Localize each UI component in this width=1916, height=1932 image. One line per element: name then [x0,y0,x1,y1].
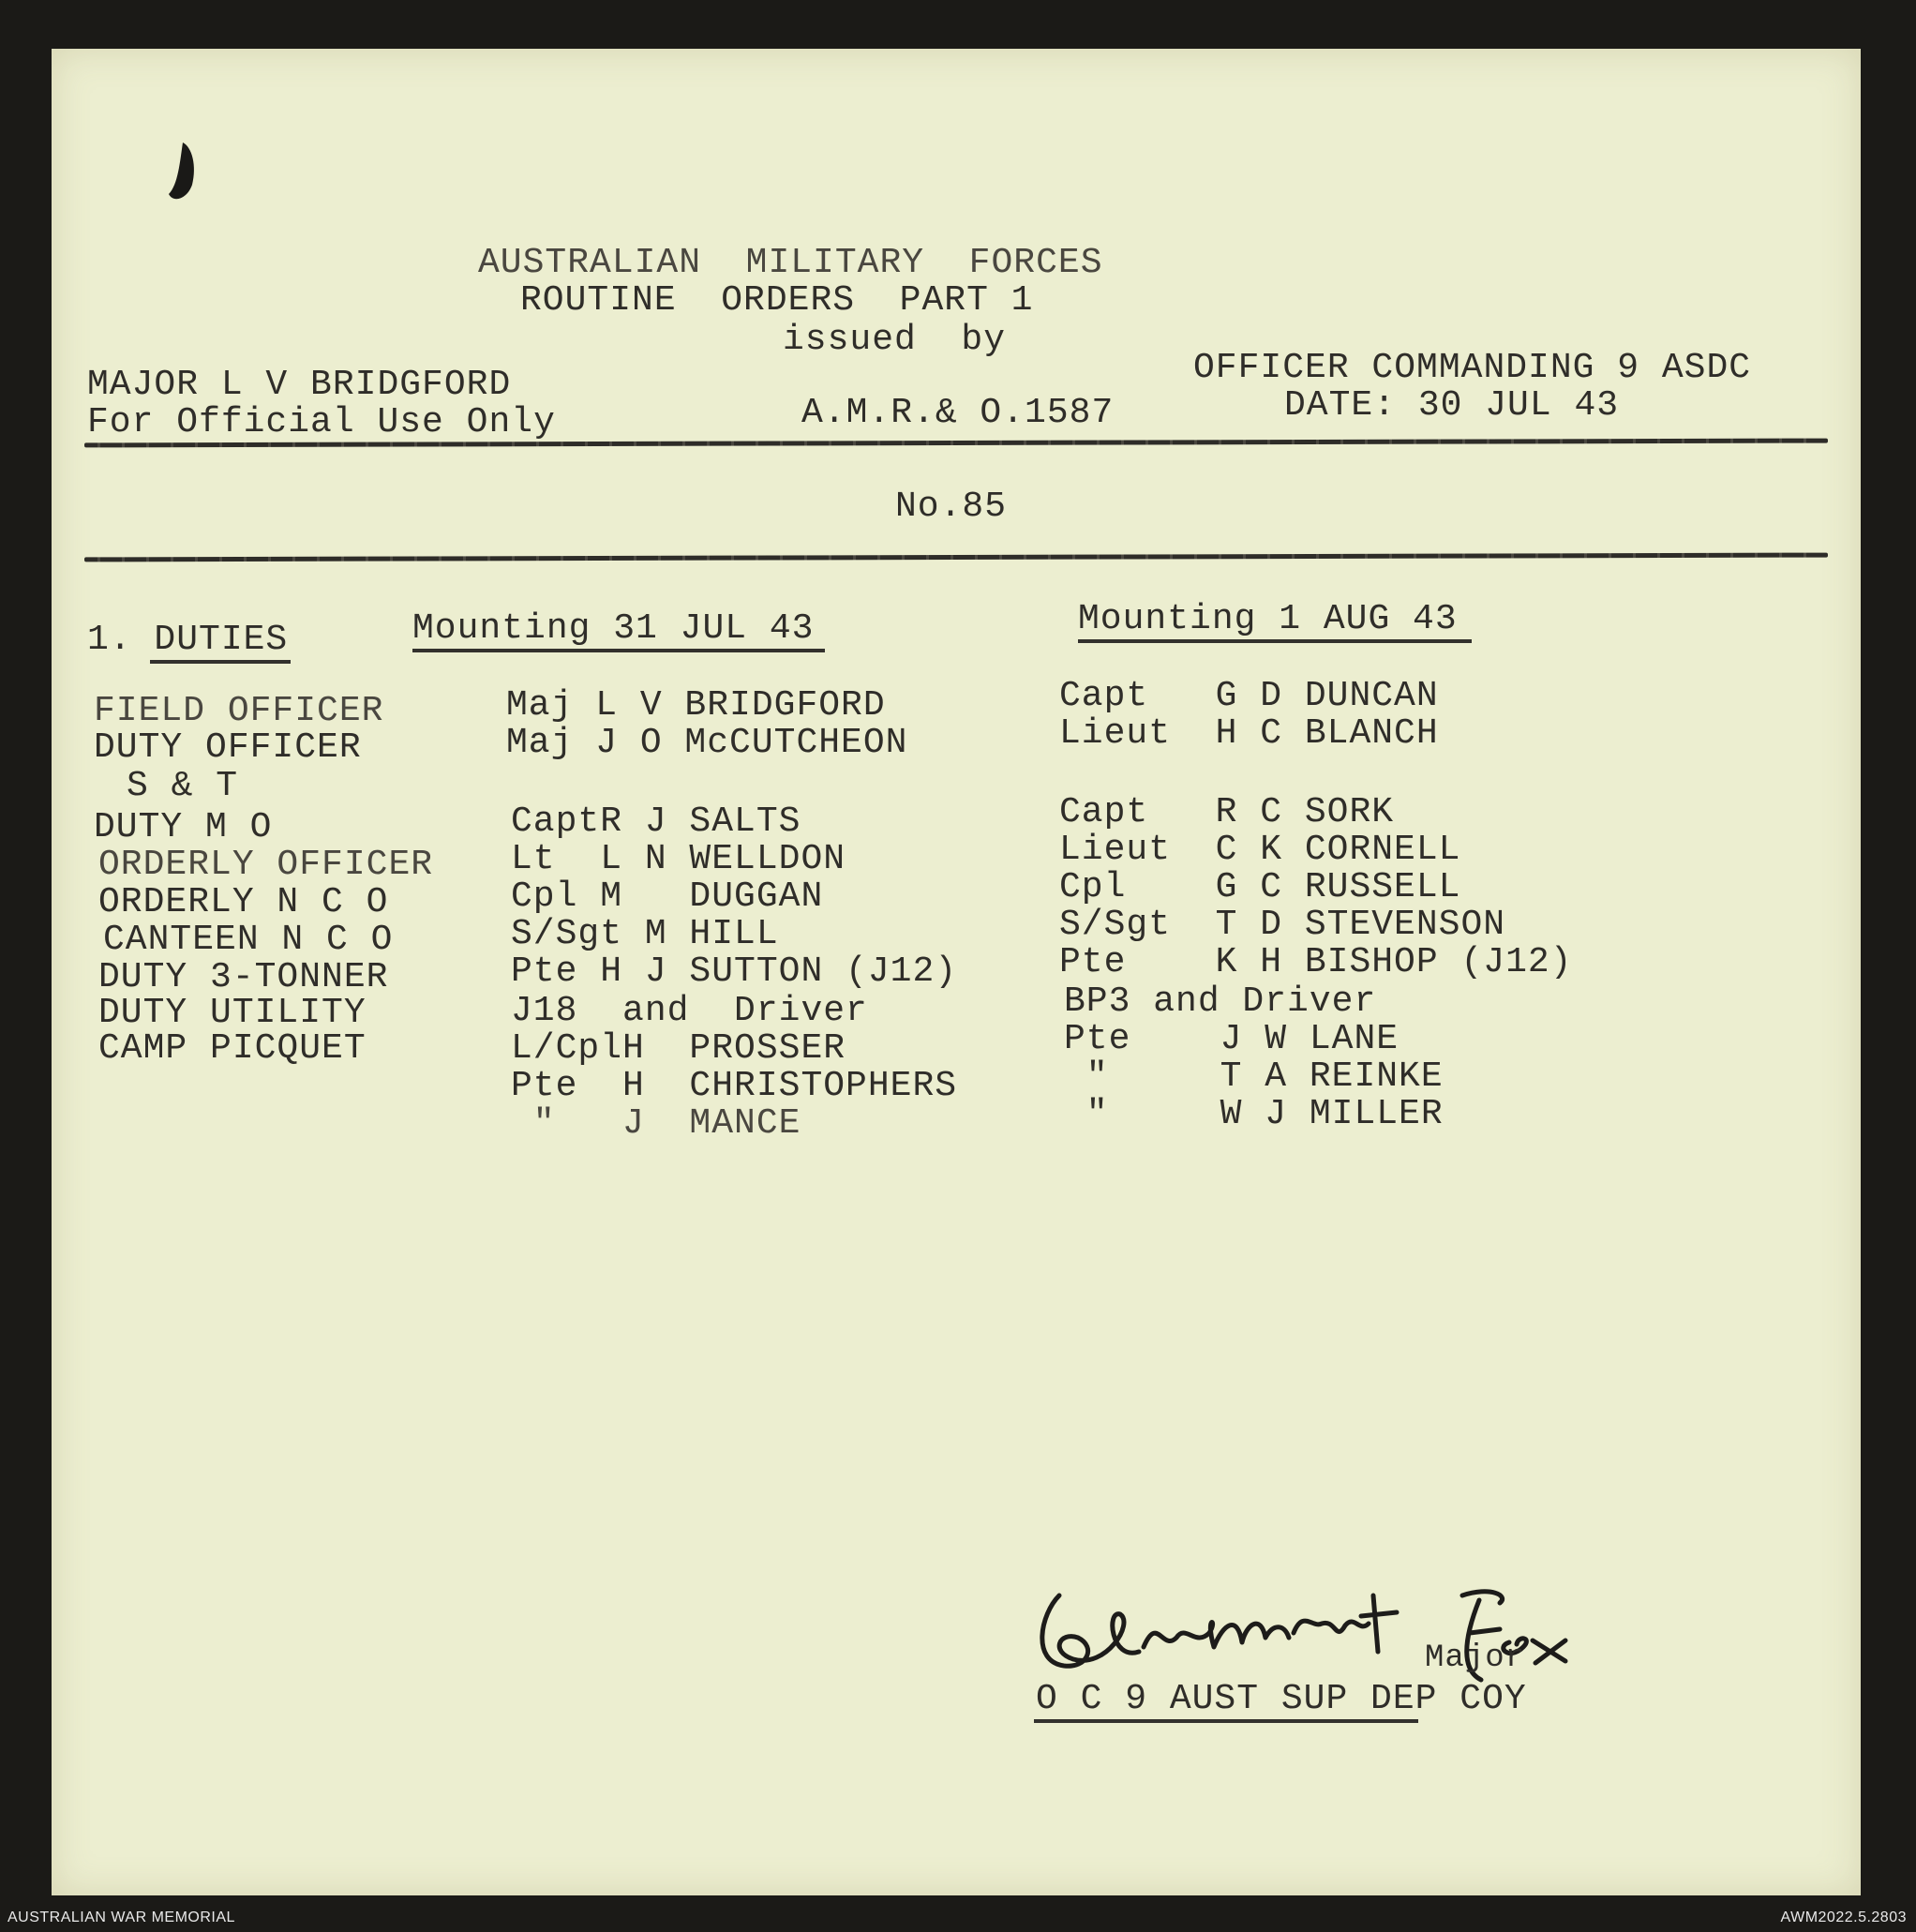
duty-label: DUTY 3-TONNER [98,957,389,997]
section-title-underline [150,660,291,664]
duty-label: ORDERLY N C O [98,882,389,922]
col1-entry: Pte H CHRISTOPHERS [511,1066,958,1106]
col2-entry: BP3 and Driver [1064,981,1377,1022]
signature-unit: O C 9 AUST SUP DEP COY [1036,1679,1527,1719]
heading-line-2: ROUTINE ORDERS PART 1 [520,280,1034,321]
col2-entry: Lieut H C BLANCH [1059,713,1439,754]
col1-entry: J18 and Driver [511,991,868,1031]
col1-entry: Cpl M DUGGAN [511,876,824,917]
heading-line-3: issued by [783,320,1007,360]
col1-entry: Maj J O McCUTCHEON [506,723,908,763]
duty-label: FIELD OFFICER [94,691,384,731]
section-title: 1. DUTIES [87,620,289,660]
col1-entry: Maj L V BRIDGFORD [506,685,886,726]
signature-unit-underline [1034,1719,1418,1723]
duty-label: S & T [127,766,239,806]
official-use: For Official Use Only [87,402,556,442]
col1-entry: S/Sgt M HILL [511,914,779,954]
col2-entry: Cpl G C RUSSELL [1059,867,1461,907]
duty-label: CANTEEN N C O [103,920,394,960]
col1-entry: L/CplH PROSSER [511,1028,846,1069]
col2-entry: " T A REINKE [1064,1056,1444,1097]
heading-line-1: AUSTRALIAN MILITARY FORCES [478,243,1103,283]
punch-hole-mark [159,128,216,222]
col2-entry: Pte K H BISHOP (J12) [1059,942,1573,982]
col2-entry: Capt R C SORK [1059,792,1395,832]
signature-rank: Major [1425,1640,1526,1676]
col2-entry: S/Sgt T D STEVENSON [1059,905,1506,945]
officer-commanding: OFFICER COMMANDING 9 ASDC [1193,348,1752,388]
amr-reference: A.M.R.& O.1587 [801,393,1115,433]
col1-entry: Lt L N WELLDON [511,839,846,879]
col2-entry: Capt G D DUNCAN [1059,676,1439,716]
col1-entry: Pte H J SUTTON (J12) [511,951,958,992]
col2-entry: Lieut C K CORNELL [1059,830,1461,870]
column-2-heading: Mounting 1 AUG 43 [1078,599,1458,639]
duty-label: DUTY M O [94,807,273,847]
footer-left: AUSTRALIAN WAR MEMORIAL [7,1910,235,1925]
column-1-heading: Mounting 31 JUL 43 [412,608,815,649]
footer-right: AWM2022.5.2803 [1780,1910,1907,1925]
order-date: DATE: 30 JUL 43 [1284,385,1620,426]
issuer: MAJOR L V BRIDGFORD [87,365,512,405]
col2-entry: " W J MILLER [1064,1094,1444,1134]
header-rule-bottom [84,553,1828,562]
column-2-underline [1078,639,1472,643]
duty-label: CAMP PICQUET [98,1028,367,1069]
duty-label: DUTY UTILITY [98,993,367,1033]
document-page [52,49,1861,1895]
duty-label: ORDERLY OFFICER [98,845,434,885]
archive-footer [0,1902,1916,1932]
order-number: No.85 [895,487,1008,527]
col2-entry: Pte J W LANE [1064,1019,1400,1059]
duty-label: DUTY OFFICER [94,727,362,768]
column-1-underline [412,649,825,652]
col1-entry: " J MANCE [511,1103,801,1144]
col1-entry: CaptR J SALTS [511,801,801,842]
